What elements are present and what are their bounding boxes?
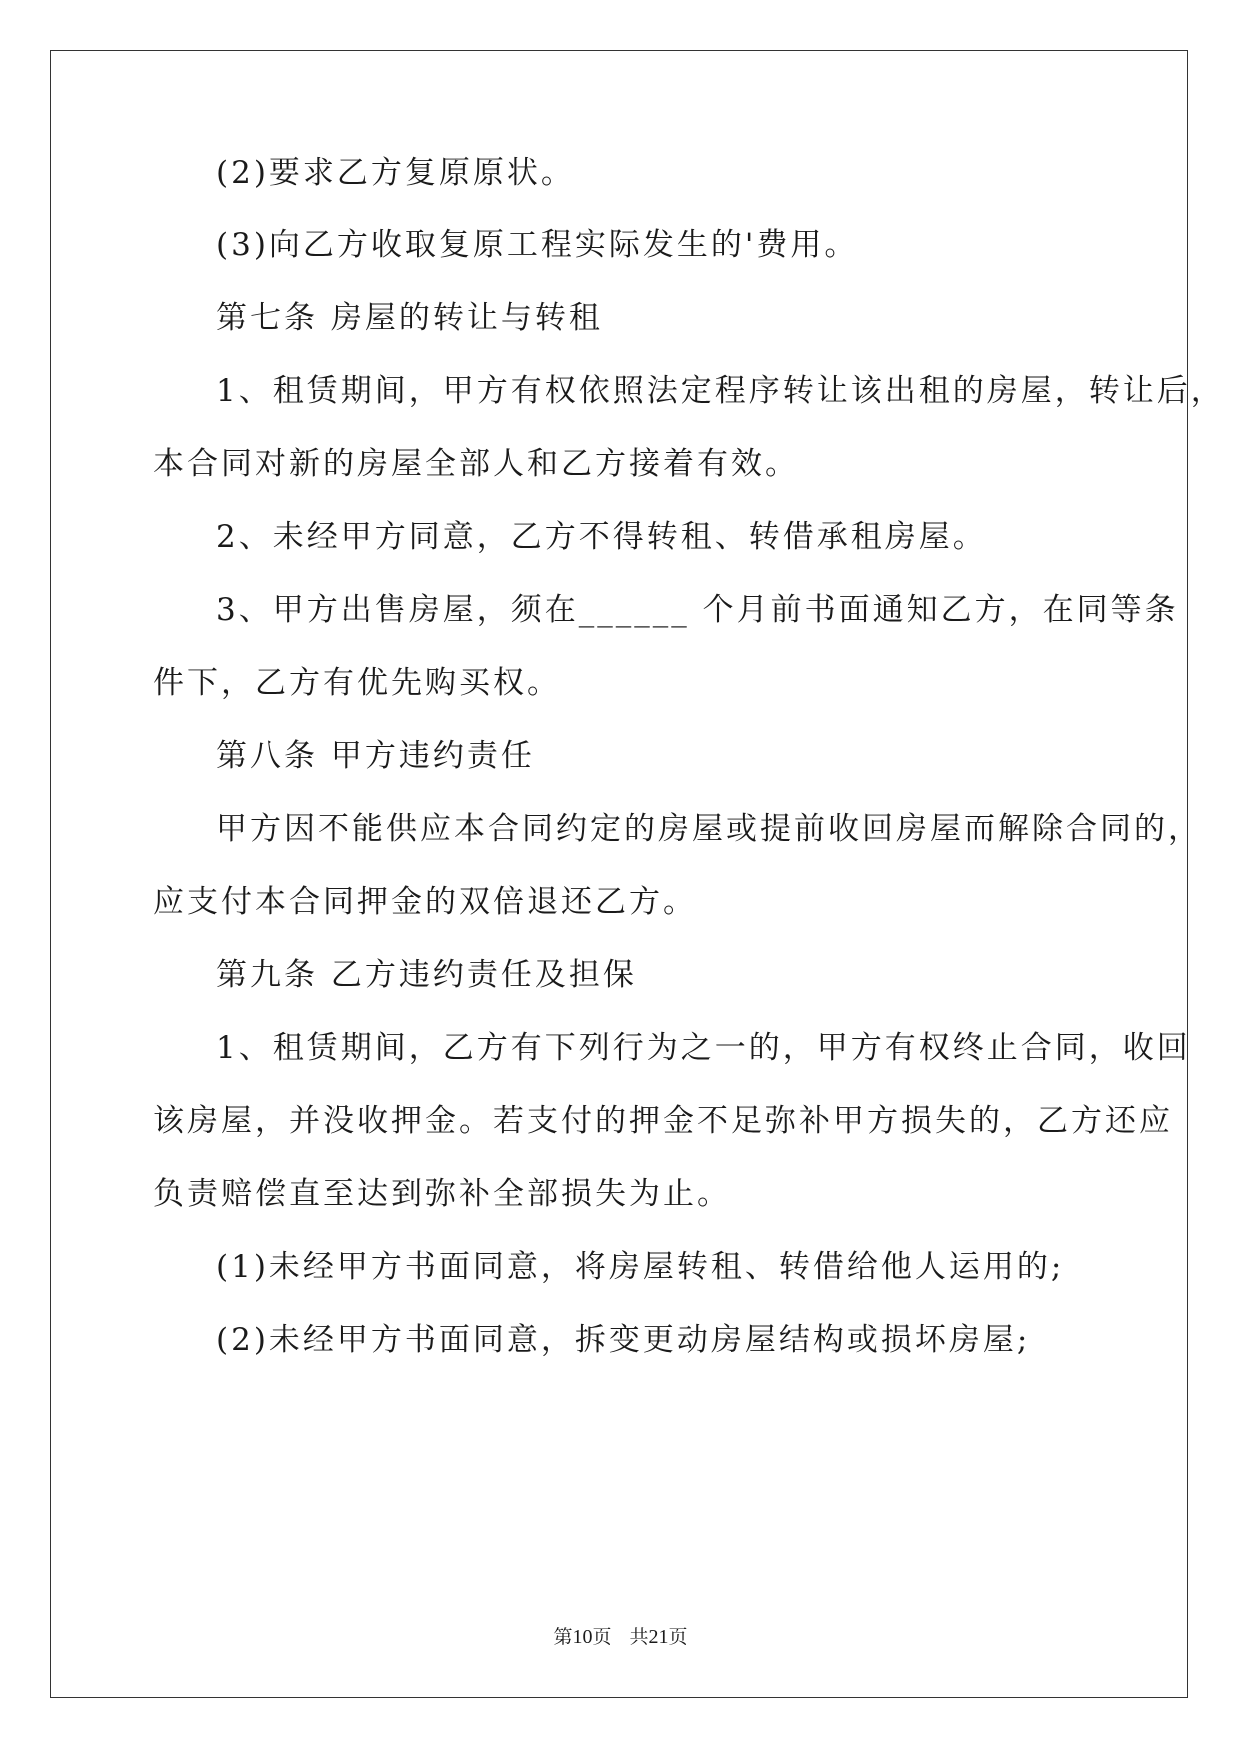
paragraph-line: 件下，乙方有优先购买权。 — [153, 665, 561, 701]
paragraph-line: (2)未经甲方书面同意，拆变更动房屋结构或损坏房屋; — [216, 1322, 1031, 1358]
paragraph-line: 3、甲方出售房屋，须在______ 个月前书面通知乙方，在同等条 — [216, 592, 1179, 628]
total-pages: 21 — [648, 1626, 669, 1648]
total-prefix: 共 — [629, 1626, 649, 1648]
paragraph-line: 甲方因不能供应本合同约定的房屋或提前收回房屋而解除合同的， — [216, 811, 1202, 847]
page-suffix: 页 — [592, 1626, 612, 1648]
paragraph-line: 1、租赁期间，乙方有下列行为之一的，甲方有权终止合同，收回 — [216, 1030, 1191, 1066]
paragraph-line: 1、租赁期间，甲方有权依照法定程序转让该出租的房屋，转让后， — [216, 373, 1225, 409]
total-suffix: 页 — [668, 1626, 688, 1648]
paragraph-line: 2、未经甲方同意，乙方不得转租、转借承租房屋。 — [216, 519, 987, 555]
paragraph-line: 负责赔偿直至达到弥补全部损失为止。 — [153, 1176, 731, 1212]
page-number: 10 — [572, 1626, 593, 1648]
paragraph-line: 该房屋，并没收押金。若支付的押金不足弥补甲方损失的，乙方还应 — [153, 1103, 1173, 1139]
page-footer — [0, 1625, 1241, 1649]
paragraph-line: 本合同对新的房屋全部人和乙方接着有效。 — [153, 446, 799, 482]
section-heading: 第七条 房屋的转让与转租 — [216, 300, 603, 336]
paragraph-line: (3)向乙方收取复原工程实际发生的'费用。 — [216, 227, 859, 263]
paragraph-line: 应支付本合同押金的双倍退还乙方。 — [153, 884, 697, 920]
section-heading: 第九条 乙方违约责任及担保 — [216, 957, 637, 993]
paragraph-line: (2)要求乙方复原原状。 — [216, 155, 575, 191]
page-prefix: 第 — [553, 1626, 573, 1648]
section-heading: 第八条 甲方违约责任 — [216, 738, 535, 774]
paragraph-line: (1)未经甲方书面同意，将房屋转租、转借给他人运用的; — [216, 1249, 1065, 1285]
